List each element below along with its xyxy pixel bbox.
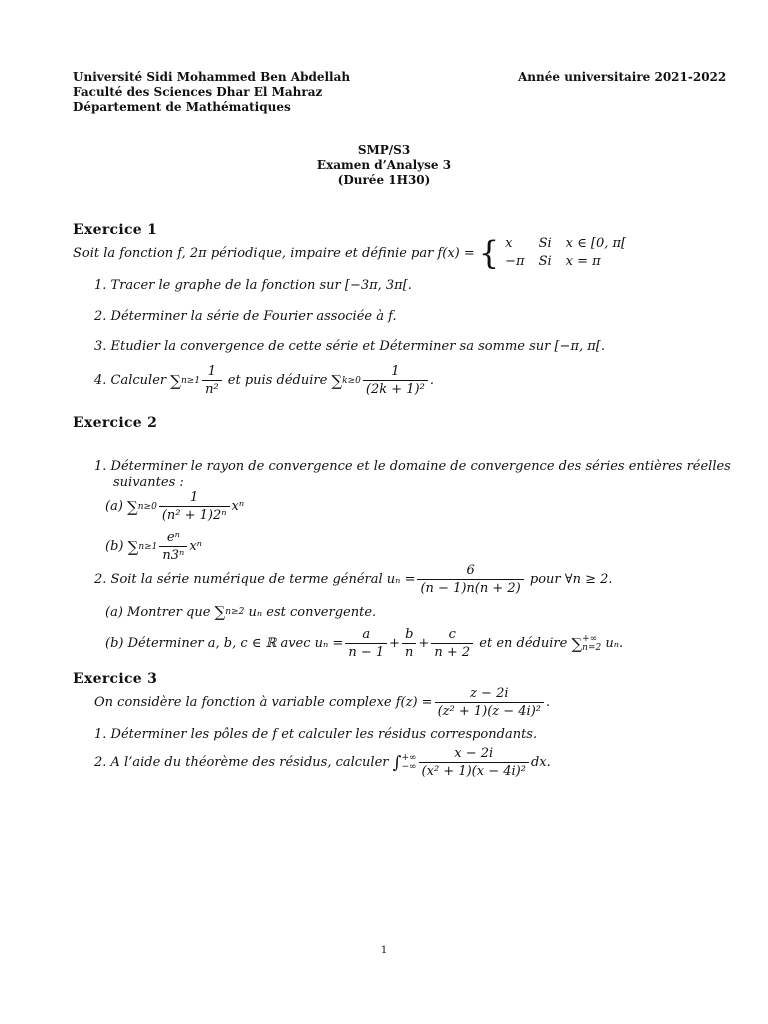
q2b-tail: uₙ. — [605, 636, 624, 651]
page-number: 1 — [380, 945, 388, 956]
q1b-sum-index: n≥1 — [138, 541, 158, 552]
q4-calc-word: Calculer — [110, 373, 167, 388]
q2-suffix: pour ∀n ≥ 2. — [529, 572, 613, 587]
q2b-fraction-c — [431, 627, 473, 660]
academic-year: Année universitaire 2021-2022 — [518, 70, 727, 84]
q1b-tail: xⁿ — [189, 539, 202, 554]
q2a-tail: uₙ est convergente. — [248, 604, 377, 620]
case1-value: x — [505, 236, 513, 251]
sum-symbol: ∑ — [571, 634, 583, 653]
q1b-fraction — [159, 530, 187, 563]
integral-limits — [402, 754, 417, 772]
sum-symbol: ∑ — [127, 537, 139, 556]
q2-den: (n − 1)n(n + 2) — [417, 579, 523, 596]
sum-symbol: ∑ — [127, 497, 138, 516]
ex1-question4 — [94, 364, 434, 397]
q2b-f3-num: c — [448, 627, 456, 642]
q4-mid-text: et puis déduire — [227, 373, 328, 388]
case1-cond: x ∈ [0, π[ — [565, 236, 627, 251]
ex1-question3: 3. Etudier la convergence de cette série et Déterminer sa somme sur [−π, π[. — [94, 339, 606, 354]
q2b-f2-num: b — [405, 627, 414, 642]
case1-word: Si — [538, 236, 552, 251]
ex3-intro-fraction — [435, 686, 544, 719]
ex3-intro-text: On considère la fonction à variable complexe f(z) = — [94, 695, 433, 710]
ex3-q2-den: (x² + 1)(x − 4i)² — [419, 762, 529, 779]
ex3-intro-end: . — [546, 695, 551, 710]
q2-num: 6 — [466, 563, 475, 578]
plus-sign: + — [418, 636, 430, 651]
q1a-fraction — [159, 490, 230, 523]
case2-cond: x = π — [565, 254, 601, 269]
ex2-q2b — [105, 627, 623, 660]
q2b-mid: et en déduire — [479, 636, 568, 651]
integral-upper: +∞ — [401, 752, 417, 763]
exercise2-heading: Exercice 2 — [73, 415, 158, 431]
case2-word: Si — [538, 254, 552, 269]
exercise1-intro — [73, 236, 626, 270]
q4-fraction2 — [363, 364, 428, 397]
ex2-q2a — [105, 603, 376, 621]
q1b-den: n3ⁿ — [159, 546, 187, 563]
ex3-q2-text: 2. A l’aide du théorème des résidus, calculer — [94, 755, 389, 770]
ex3-intro — [94, 686, 550, 719]
q2b-f3-den: n + 2 — [431, 643, 473, 660]
q1b-num: eⁿ — [166, 530, 180, 545]
ex3-question1: 1. Déterminer les pôles de f et calculer les résidus correspondants. — [94, 727, 538, 742]
q2b-f1-num: a — [362, 627, 371, 642]
university-name: Université Sidi Mohammed Ben Abdellah — [73, 70, 351, 84]
q4-end: . — [429, 373, 434, 388]
title-line3: (Durée 1H30) — [337, 173, 431, 187]
q2-fraction — [417, 563, 523, 596]
ex3-intro-num: z − 2i — [470, 686, 509, 701]
department-name: Département de Mathématiques — [73, 100, 291, 114]
exercise1-intro-text: Soit la fonction f, 2π périodique, impaire et définie par f(x) = — [73, 245, 475, 261]
q4-frac2-den: (2k + 1)² — [363, 380, 428, 397]
sum-symbol: ∑ — [331, 371, 343, 390]
q2a-sum-index: n≥2 — [225, 607, 245, 617]
q4-frac1-num: 1 — [207, 364, 216, 379]
q2b-f1-den: n − 1 — [345, 643, 387, 660]
ex1-question1: 1. Tracer le graphe de la fonction sur [−3π, 3π[. — [94, 278, 412, 293]
plus-sign: + — [389, 636, 401, 651]
q4-sum1-index: n≥1 — [180, 375, 201, 386]
q4-frac1-den: n² — [202, 380, 222, 397]
ex3-intro-den: (z² + 1)(z − 4i)² — [435, 702, 544, 719]
q4-sum2-index: k≥0 — [342, 375, 361, 386]
title-line1: SMP/S3 — [357, 143, 411, 157]
q1a-sum-index: n≥0 — [137, 501, 157, 512]
ex3-q2-fraction — [419, 746, 529, 779]
cases-brace: { — [478, 234, 500, 272]
q4-frac2-num: 1 — [391, 364, 400, 379]
q1a-label: (a) — [105, 499, 123, 514]
ex3-q2-num: x − 2i — [454, 746, 494, 761]
faculty-name: Faculté des Sciences Dhar El Mahraz — [73, 85, 323, 99]
q2b-sum-limits — [582, 635, 601, 653]
q2-prefix: 2. Soit la série numérique de terme général uₙ = — [94, 572, 416, 587]
exercise3-heading: Exercice 3 — [73, 671, 158, 687]
q2b-sum-sup: +∞ — [582, 633, 598, 644]
ex3-question2 — [94, 746, 551, 779]
q1b-label: (b) — [105, 539, 124, 554]
exercise1-heading: Exercice 1 — [73, 222, 158, 238]
sum-symbol: ∑ — [214, 603, 226, 621]
ex2-question1-line2: suivantes : — [113, 475, 184, 490]
integral-lower: −∞ — [401, 761, 417, 772]
sum-symbol: ∑ — [170, 371, 181, 390]
q2b-fraction-b — [402, 627, 416, 660]
q4-number: 4. — [94, 373, 107, 388]
q2b-sum-sub: n=2 — [582, 642, 602, 653]
q1a-tail: xⁿ — [231, 499, 245, 514]
integral-symbol: ∫ — [392, 752, 402, 773]
q2a-text: (a) Montrer que — [105, 604, 211, 620]
q2b-fraction-a — [345, 627, 387, 660]
cases-definition — [505, 236, 626, 270]
ex2-question2 — [94, 563, 613, 596]
title-line2: Examen d’Analyse 3 — [316, 158, 452, 172]
q2b-f2-den: n — [402, 643, 416, 660]
q1a-den: (n² + 1)2ⁿ — [159, 506, 230, 523]
ex2-question1-line1: 1. Déterminer le rayon de convergence et le domaine de convergence des séries entières réelles — [94, 459, 731, 474]
ex2-q1a — [105, 490, 244, 523]
ex2-q1b — [105, 530, 202, 563]
case2-value: −π — [505, 254, 525, 269]
ex3-q2-tail: dx. — [530, 755, 551, 770]
ex1-question2: 2. Déterminer la série de Fourier associée à f. — [94, 309, 397, 324]
q1a-num: 1 — [190, 490, 199, 505]
q4-fraction1 — [202, 364, 222, 397]
q2b-text: (b) Déterminer a, b, c ∈ ℝ avec uₙ = — [105, 636, 344, 651]
